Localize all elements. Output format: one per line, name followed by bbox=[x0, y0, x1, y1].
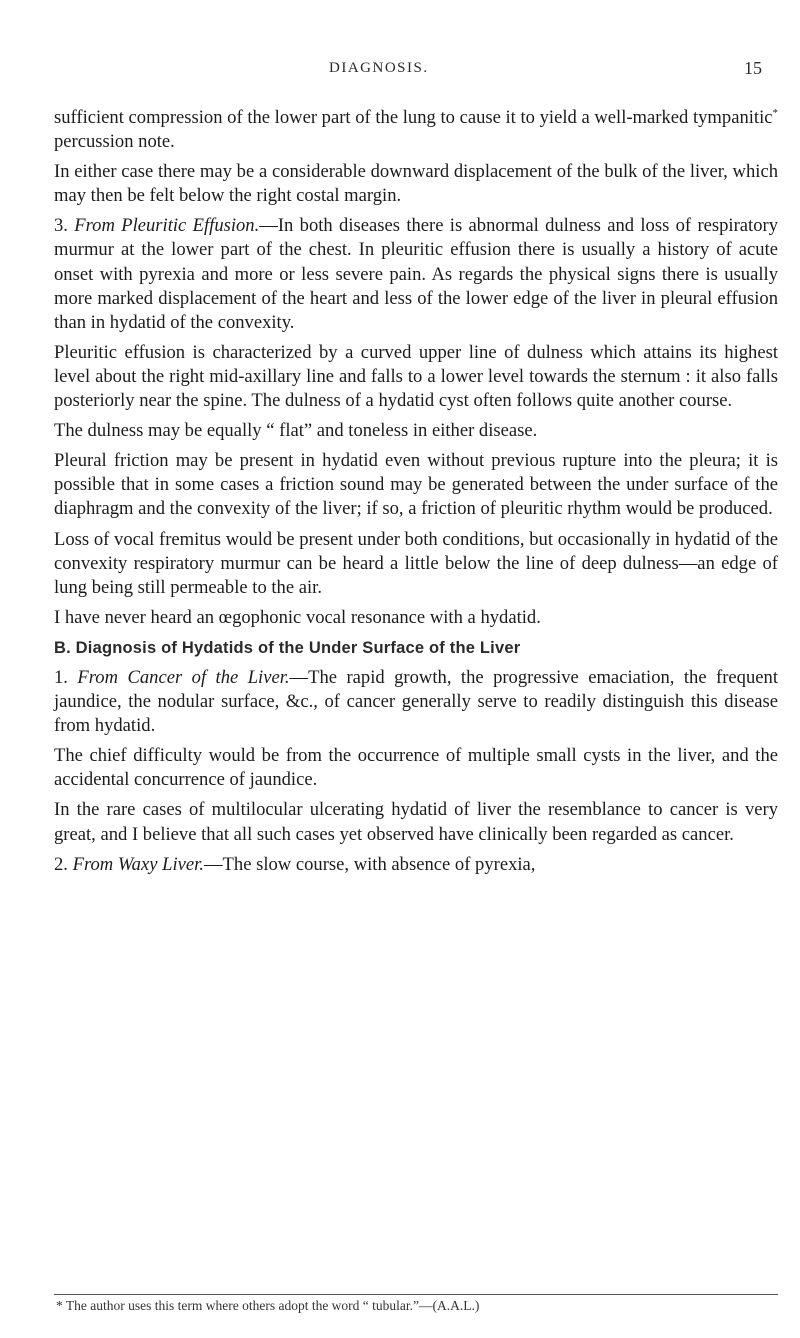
paragraph: In the rare cases of multilocular ulcerating hydatid of liver the resemblance to cancer is very great, and I believe that all such cases yet observed have clinically been regarded as cancer. bbox=[54, 799, 778, 845]
page-number: 15 bbox=[744, 58, 762, 78]
footnote: * The author uses this term where others adopt the word “ tubular.”—(A.A.L.) bbox=[56, 1298, 480, 1313]
section-heading: B. Diagnosis of Hydatids of the Under Surface of the Liver bbox=[54, 638, 521, 657]
paragraph: sufficient compression of the lower part of the lung to cause it to yield a well-marked tympanitic* percussion note. bbox=[54, 106, 778, 153]
footnote-marker: * bbox=[772, 106, 778, 119]
paragraph: The chief difficulty would be from the occurrence of multiple small cysts in the liver, and the accidental concurrence of jaundice. bbox=[54, 745, 778, 791]
paragraph: Loss of vocal fremitus would be present under both conditions, but occasionally in hydatid of the convexity respiratory murmur can be heard a little below the line of deep dulness—an edge of lung being still permeable to the air. bbox=[54, 528, 778, 598]
paragraph-title: From Waxy Liver. bbox=[72, 853, 204, 875]
paragraph-title: From Cancer of the Liver. bbox=[77, 666, 290, 688]
footnote-divider bbox=[54, 1294, 778, 1295]
paragraph: I have never heard an œgophonic vocal resonance with a hydatid. bbox=[54, 606, 541, 628]
running-head: DIAGNOSIS. bbox=[329, 60, 429, 76]
paragraph: 2. From Waxy Liver.—The slow course, with absence of pyrexia, bbox=[54, 853, 536, 875]
paragraph: The dulness may be equally “ flat” and toneless in either disease. bbox=[54, 420, 538, 442]
body-text bbox=[54, 106, 778, 883]
paragraph: Pleuritic effusion is characterized by a curved upper line of dulness which attains its highest level about the right mid-axillary line and falls to a lower level towards the sternum : it also falls posteriorly near the spine. The dulness of a hydatid cyst often follows quite another course. bbox=[54, 341, 778, 412]
page-header bbox=[0, 58, 800, 88]
paragraph: 3. From Pleuritic Effusion.—In both diseases there is abnormal dulness and loss of respiratory murmur at the lower part of the chest. In pleuritic effusion there is usually a history of acute onset with pyrexia and more or less severe pain. As regards the physical signs there is usually more marked displacement of the heart and less of the lower edge of the liver in pleural effusion than in hydatid of the convexity. bbox=[54, 215, 778, 333]
paragraph: In either case there may be a considerable downward displacement of the bulk of the liver, which may then be felt below the right costal margin. bbox=[54, 161, 778, 207]
paragraph: Pleural friction may be present in hydatid even without previous rupture into the pleura; it is possible that in some cases a friction sound may be generated between the under surface of the diaphragm and the convexity of the liver; if so, a friction of pleuritic rhythm would be produced. bbox=[54, 450, 778, 520]
paragraph: 1. From Cancer of the Liver.—The rapid growth, the progressive emaciation, the frequent jaundice, the nodular surface, &c., of cancer generally serve to readily distinguish this disease from hydatid. bbox=[54, 666, 778, 737]
paragraph-title: From Pleuritic Effusion. bbox=[74, 215, 260, 237]
